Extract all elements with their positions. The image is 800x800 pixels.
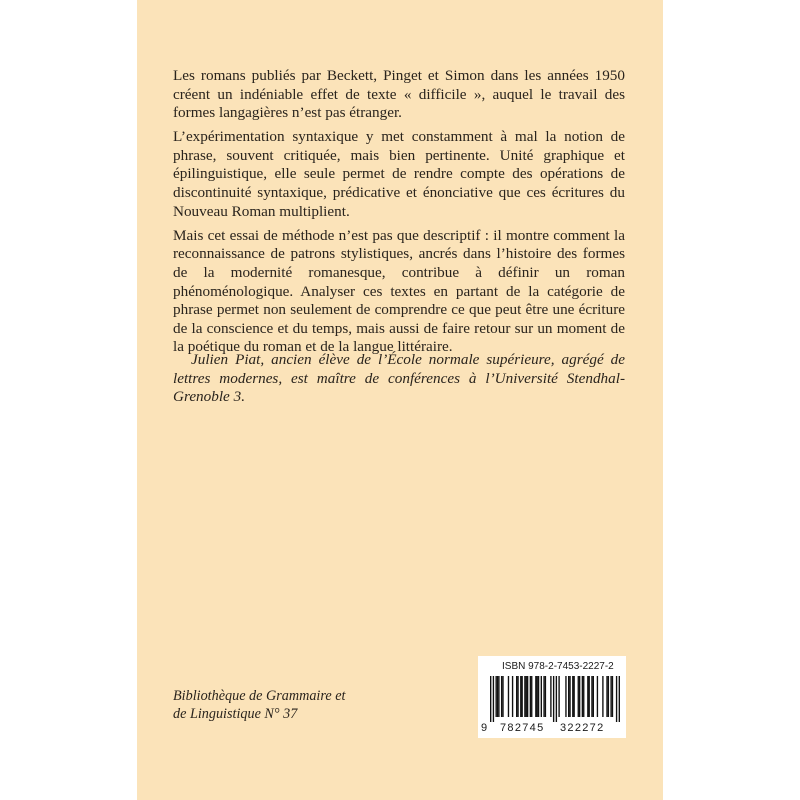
barcode-bar [502, 676, 503, 717]
barcode-bar [583, 676, 584, 717]
barcode-bar [558, 676, 559, 717]
barcode-bar [541, 676, 542, 717]
barcode-bar [497, 676, 498, 717]
barcode-bar [508, 676, 509, 717]
barcode-bar [538, 676, 539, 717]
barcode-bar [495, 676, 496, 717]
barcode-bar [524, 676, 525, 717]
ean-first-digit: 9 [481, 722, 488, 734]
blurb-paragraph-3: Mais cet essai de méthode n’est pas que descriptif : il montre comment la reconnaissance de patrons stylistiques, ancrés dans l’histoire des formes de la modernité romanesque, contribue à définir un roman phénoménologique. Analyser ces textes en partant de la catégorie de phrase permet non seulement de comprendre ce que peut être une écriture de la conscience et du temps, mais aussi de faire retour sur un moment de la poétique du roman et de la langue littéraire. [173, 226, 625, 356]
barcode-bar [545, 676, 546, 717]
barcode-bar [543, 676, 544, 717]
barcode-bar [589, 676, 590, 717]
series-line-1: Bibliothèque de Grammaire et [173, 688, 346, 704]
barcode-bar [526, 676, 527, 717]
barcode-bar [501, 676, 502, 717]
barcode-bar [582, 676, 583, 717]
blurb-paragraph-2: L’expérimentation syntaxique y met constamment à mal la notion de phrase, souvent critiquée, mais bien pertinente. Unité graphique et épilinguistique, elle seule permet de rendre compte des opérations de discontinuité syntaxique, prédicative et énonciative que ces écritures du Nouveau Roman multiplient. [173, 128, 625, 220]
barcode-bar [527, 676, 528, 717]
barcode-bar [593, 676, 594, 717]
barcode-bar [619, 676, 620, 722]
barcode-bar [517, 676, 518, 717]
barcode-bar [498, 676, 499, 717]
barcode-bar [602, 676, 603, 717]
series-title [173, 687, 373, 723]
barcode-bar [556, 676, 557, 722]
barcode-bar [573, 676, 574, 717]
barcode-bar [610, 676, 611, 717]
ean-left-group: 782745 [500, 722, 545, 734]
barcode-bar [493, 676, 494, 722]
barcode-bar [535, 676, 536, 717]
barcode-bar [578, 676, 579, 717]
barcode-bar [616, 676, 617, 722]
barcode-bar [612, 676, 613, 717]
barcode-bar [531, 676, 532, 717]
barcode-bar [569, 676, 570, 717]
barcode-bar [606, 676, 607, 717]
barcode-bar [565, 676, 566, 717]
barcode-bar [520, 676, 521, 717]
barcode-bar [591, 676, 592, 717]
barcode-bar [572, 676, 573, 717]
ean-right-group: 322272 [560, 722, 605, 734]
blurb-paragraph-1: Les romans publiés par Beckett, Pinget et Simon dans les années 1950 créent un indéniable effet de texte « difficile », auquel le travail des formes langagières n’est pas étranger. [173, 67, 625, 122]
barcode-bar [579, 676, 580, 717]
barcode-block [478, 656, 626, 738]
barcode-bar [608, 676, 609, 717]
series-line-2: de Linguistique N° 37 [173, 706, 298, 722]
blurb [173, 67, 625, 362]
barcode-bar [587, 676, 588, 717]
barcode-bar [568, 676, 569, 717]
author-bio: Julien Piat, ancien élève de l’École normale supérieure, agrégé de lettres modernes, est maître de conférences à l’Université Stendhal-Grenoble 3. [173, 351, 625, 406]
barcode-bar [516, 676, 517, 717]
barcode-bar [597, 676, 598, 717]
barcode-bars [490, 676, 620, 722]
barcode-bar [537, 676, 538, 717]
barcode-bar [512, 676, 513, 717]
barcode-bar [521, 676, 522, 717]
barcode-bar [553, 676, 554, 722]
barcode-bar [490, 676, 491, 722]
barcode-bar [530, 676, 531, 717]
barcode-bar [550, 676, 551, 717]
isbn-label: ISBN 978-2-7453-2227-2 [502, 661, 614, 672]
